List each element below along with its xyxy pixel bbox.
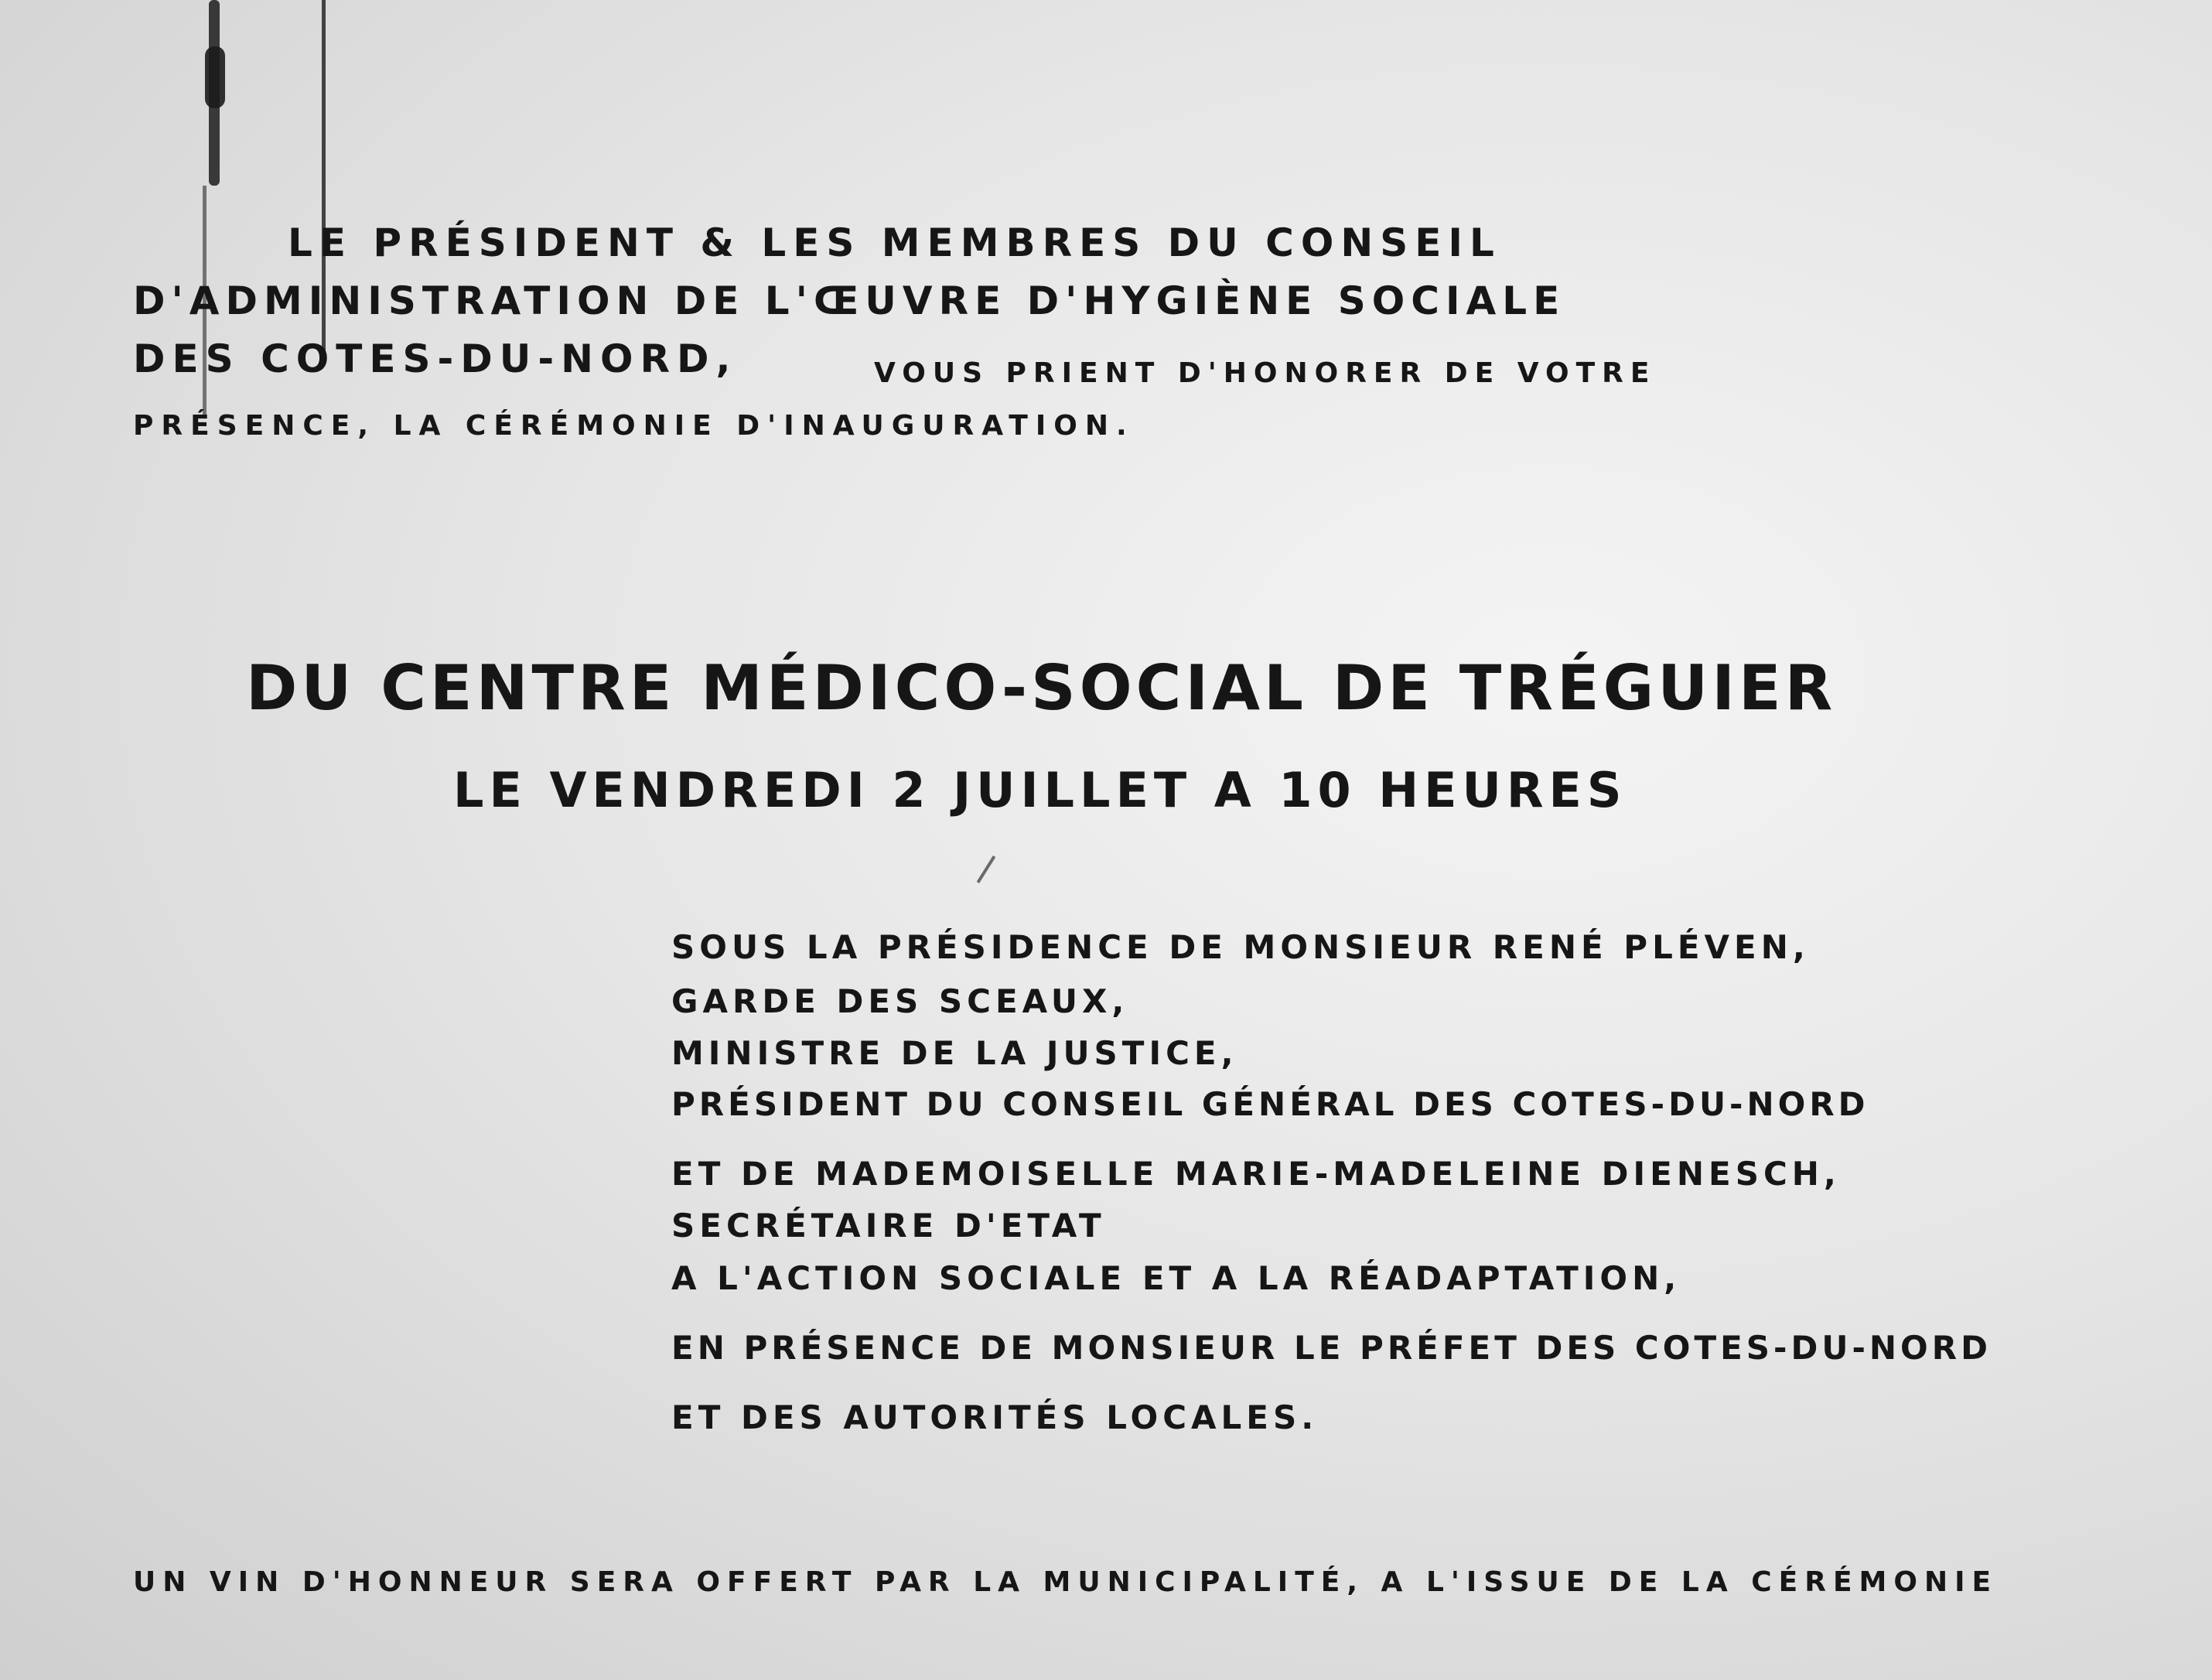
presidence-line-8: EN PRÉSENCE DE MONSIEUR LE PRÉFET DES COTES-DU-NORD: [671, 1329, 1992, 1367]
header-line-4: PRÉSENCE, LA CÉRÉMONIE D'INAUGURATION.: [133, 410, 1135, 442]
presidence-line-9: ET DES AUTORITÉS LOCALES.: [671, 1398, 1319, 1436]
presidence-line-1: SOUS LA PRÉSIDENCE DE MONSIEUR RENÉ PLÉVEN,: [671, 928, 1810, 966]
presidence-line-4: PRÉSIDENT DU CONSEIL GÉNÉRAL DES COTES-DU-NORD: [671, 1085, 1869, 1123]
presidence-line-2: GARDE DES SCEAUX,: [671, 982, 1129, 1020]
footer-note: UN VIN D'HONNEUR SERA OFFERT PAR LA MUNICIPALITÉ, A L'ISSUE DE LA CÉRÉMONIE: [133, 1566, 1999, 1598]
header-line-3b: VOUS PRIENT D'HONORER DE VOTRE: [874, 357, 1657, 389]
presidence-line-7: A L'ACTION SOCIALE ET A LA RÉADAPTATION,: [671, 1259, 1681, 1297]
presidence-line-5: ET DE MADEMOISELLE MARIE-MADELEINE DIENESCH,: [671, 1155, 1841, 1193]
event-title: DU CENTRE MÉDICO-SOCIAL DE TRÉGUIER: [246, 652, 1837, 724]
presidence-line-6: SECRÉTAIRE D'ETAT: [671, 1207, 1106, 1245]
header-line-2: D'ADMINISTRATION DE L'ŒUVRE D'HYGIÈNE SOCIALE: [133, 278, 1566, 323]
header-line-1: LE PRÉSIDENT & LES MEMBRES DU CONSEIL: [288, 220, 1501, 265]
pen-stroke: [977, 855, 996, 883]
event-date: LE VENDREDI 2 JUILLET A 10 HEURES: [453, 762, 1627, 818]
ink-blot: [205, 46, 225, 108]
presidence-line-3: MINISTRE DE LA JUSTICE,: [671, 1034, 1238, 1072]
header-line-3a: DES COTES-DU-NORD,: [133, 336, 738, 381]
